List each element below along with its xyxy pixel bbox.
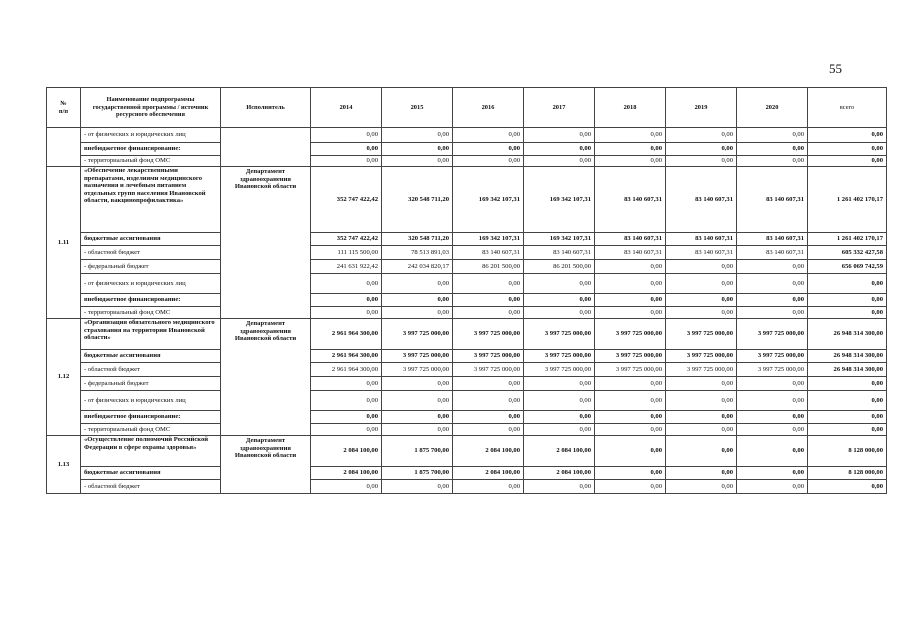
year-value-cell: 3 997 725 000,00 bbox=[382, 319, 453, 350]
year-value-cell: 169 342 107,31 bbox=[453, 167, 524, 233]
year-value-cell: 352 747 422,42 bbox=[311, 233, 382, 246]
year-value-cell: 0,00 bbox=[737, 128, 808, 143]
year-value-cell: 169 342 107,31 bbox=[524, 167, 595, 233]
year-value-cell: 83 140 607,31 bbox=[453, 246, 524, 260]
year-value-cell: 0,00 bbox=[382, 143, 453, 156]
year-value-cell: 0,00 bbox=[595, 274, 666, 294]
header-executor: Исполнитель bbox=[221, 88, 311, 128]
total-value-cell: 656 069 742,59 bbox=[808, 260, 887, 274]
year-value-cell: 3 997 725 000,00 bbox=[595, 319, 666, 350]
year-value-cell: 0,00 bbox=[666, 294, 737, 307]
year-value-cell: 0,00 bbox=[453, 294, 524, 307]
table-header-row bbox=[47, 88, 887, 128]
table-row bbox=[47, 307, 887, 319]
header-year: 2017 bbox=[524, 88, 595, 128]
year-value-cell: 0,00 bbox=[666, 377, 737, 391]
year-value-cell: 83 140 607,31 bbox=[737, 246, 808, 260]
year-value-cell: 0,00 bbox=[453, 411, 524, 424]
year-value-cell: 0,00 bbox=[311, 377, 382, 391]
table-row bbox=[47, 233, 887, 246]
year-value-cell: 0,00 bbox=[595, 294, 666, 307]
year-value-cell: 0,00 bbox=[524, 411, 595, 424]
source-label: - областной бюджет bbox=[81, 480, 221, 494]
total-value-cell: 26 948 314 300,00 bbox=[808, 363, 887, 377]
year-value-cell: 0,00 bbox=[595, 391, 666, 411]
total-value-cell: 0,00 bbox=[808, 411, 887, 424]
table-row bbox=[47, 411, 887, 424]
year-value-cell: 86 201 500,00 bbox=[453, 260, 524, 274]
year-value-cell: 86 201 500,00 bbox=[524, 260, 595, 274]
year-value-cell: 0,00 bbox=[311, 156, 382, 167]
source-label: бюджетные ассигнования bbox=[81, 350, 221, 363]
year-value-cell: 0,00 bbox=[382, 424, 453, 436]
year-value-cell: 0,00 bbox=[666, 391, 737, 411]
section-title-row bbox=[47, 167, 887, 233]
year-value-cell: 2 084 100,00 bbox=[524, 467, 595, 480]
year-value-cell: 0,00 bbox=[666, 260, 737, 274]
year-value-cell: 0,00 bbox=[453, 424, 524, 436]
year-value-cell: 0,00 bbox=[666, 143, 737, 156]
header-total: всего bbox=[808, 88, 887, 128]
year-value-cell: 3 997 725 000,00 bbox=[382, 350, 453, 363]
total-value-cell: 0,00 bbox=[808, 480, 887, 494]
year-value-cell: 0,00 bbox=[737, 467, 808, 480]
year-value-cell: 0,00 bbox=[524, 128, 595, 143]
year-value-cell: 2 084 100,00 bbox=[453, 436, 524, 467]
table-row bbox=[47, 294, 887, 307]
source-label: - от физических и юридических лиц bbox=[81, 274, 221, 294]
section-title: «Осуществление полномочий Российской Федерации в сфере охраны здоровья» bbox=[81, 436, 221, 467]
table-row bbox=[47, 260, 887, 274]
section-title: «Организация обязательного медицинского страхования на территории Ивановской области» bbox=[81, 319, 221, 350]
year-value-cell: 0,00 bbox=[737, 274, 808, 294]
year-value-cell: 0,00 bbox=[524, 424, 595, 436]
year-value-cell: 83 140 607,31 bbox=[595, 246, 666, 260]
year-value-cell: 0,00 bbox=[524, 156, 595, 167]
year-value-cell: 111 115 500,00 bbox=[311, 246, 382, 260]
source-label: внебюджетное финансирование: bbox=[81, 143, 221, 156]
table-row bbox=[47, 391, 887, 411]
table-row bbox=[47, 156, 887, 167]
year-value-cell: 0,00 bbox=[737, 377, 808, 391]
year-value-cell: 320 548 711,20 bbox=[382, 233, 453, 246]
executor-cell: Департамент здравоохранения Ивановской области bbox=[221, 319, 311, 436]
source-label: бюджетные ассигнования bbox=[81, 233, 221, 246]
year-value-cell: 3 997 725 000,00 bbox=[453, 319, 524, 350]
header-year: 2019 bbox=[666, 88, 737, 128]
year-value-cell: 83 140 607,31 bbox=[666, 167, 737, 233]
year-value-cell: 0,00 bbox=[595, 156, 666, 167]
source-label: бюджетные ассигнования bbox=[81, 467, 221, 480]
year-value-cell: 3 997 725 000,00 bbox=[737, 363, 808, 377]
total-value-cell: 0,00 bbox=[808, 307, 887, 319]
year-value-cell: 0,00 bbox=[666, 436, 737, 467]
year-value-cell: 169 342 107,31 bbox=[524, 233, 595, 246]
year-value-cell: 0,00 bbox=[382, 411, 453, 424]
executor-cell bbox=[221, 128, 311, 167]
year-value-cell: 2 961 964 300,00 bbox=[311, 350, 382, 363]
header-year: 2018 bbox=[595, 88, 666, 128]
year-value-cell: 0,00 bbox=[666, 156, 737, 167]
section-title-row bbox=[47, 319, 887, 350]
table-row bbox=[47, 143, 887, 156]
header-year: 2020 bbox=[737, 88, 808, 128]
year-value-cell: 0,00 bbox=[666, 128, 737, 143]
year-value-cell: 0,00 bbox=[524, 391, 595, 411]
year-value-cell: 3 997 725 000,00 bbox=[382, 363, 453, 377]
year-value-cell: 0,00 bbox=[453, 377, 524, 391]
total-value-cell: 8 128 000,00 bbox=[808, 436, 887, 467]
header-year: 2016 bbox=[453, 88, 524, 128]
table-row bbox=[47, 467, 887, 480]
year-value-cell: 352 747 422,42 bbox=[311, 167, 382, 233]
year-value-cell: 3 997 725 000,00 bbox=[666, 350, 737, 363]
year-value-cell: 0,00 bbox=[311, 128, 382, 143]
table-row bbox=[47, 363, 887, 377]
total-value-cell: 8 128 000,00 bbox=[808, 467, 887, 480]
year-value-cell: 320 548 711,20 bbox=[382, 167, 453, 233]
year-value-cell: 0,00 bbox=[311, 307, 382, 319]
total-value-cell: 0,00 bbox=[808, 143, 887, 156]
year-value-cell: 3 997 725 000,00 bbox=[453, 363, 524, 377]
year-value-cell: 0,00 bbox=[453, 143, 524, 156]
year-value-cell: 169 342 107,31 bbox=[453, 233, 524, 246]
year-value-cell: 0,00 bbox=[382, 274, 453, 294]
year-value-cell: 0,00 bbox=[453, 307, 524, 319]
table-row bbox=[47, 350, 887, 363]
year-value-cell: 242 034 820,17 bbox=[382, 260, 453, 274]
year-value-cell: 0,00 bbox=[666, 411, 737, 424]
year-value-cell: 0,00 bbox=[382, 480, 453, 494]
year-value-cell: 0,00 bbox=[453, 391, 524, 411]
year-value-cell: 0,00 bbox=[524, 480, 595, 494]
year-value-cell: 0,00 bbox=[737, 143, 808, 156]
section-title: «Обеспечение лекарственными препаратами, изделиями медицинского назначения и лечебным питанием отдельных групп населения Ивановской области, вакцинопрофилактика» bbox=[81, 167, 221, 233]
year-value-cell: 0,00 bbox=[737, 411, 808, 424]
year-value-cell: 0,00 bbox=[666, 467, 737, 480]
year-value-cell: 0,00 bbox=[595, 377, 666, 391]
total-value-cell: 0,00 bbox=[808, 294, 887, 307]
year-value-cell: 0,00 bbox=[382, 156, 453, 167]
year-value-cell: 3 997 725 000,00 bbox=[524, 319, 595, 350]
total-value-cell: 0,00 bbox=[808, 274, 887, 294]
executor-cell: Департамент здравоохранения Ивановской области bbox=[221, 436, 311, 494]
source-label: - территориальный фонд ОМС bbox=[81, 424, 221, 436]
total-value-cell: 26 948 314 300,00 bbox=[808, 319, 887, 350]
source-label: внебюджетное финансирование: bbox=[81, 411, 221, 424]
year-value-cell: 241 631 922,42 bbox=[311, 260, 382, 274]
year-value-cell: 0,00 bbox=[737, 307, 808, 319]
table-row bbox=[47, 274, 887, 294]
year-value-cell: 0,00 bbox=[382, 128, 453, 143]
year-value-cell: 0,00 bbox=[737, 156, 808, 167]
year-value-cell: 1 875 700,00 bbox=[382, 436, 453, 467]
total-value-cell: 605 332 427,58 bbox=[808, 246, 887, 260]
year-value-cell: 0,00 bbox=[737, 391, 808, 411]
total-value-cell: 1 261 402 170,17 bbox=[808, 233, 887, 246]
year-value-cell: 2 961 964 300,00 bbox=[311, 363, 382, 377]
year-value-cell: 0,00 bbox=[453, 156, 524, 167]
year-value-cell: 3 997 725 000,00 bbox=[595, 350, 666, 363]
year-value-cell: 0,00 bbox=[453, 480, 524, 494]
year-value-cell: 0,00 bbox=[382, 391, 453, 411]
total-value-cell: 26 948 314 300,00 bbox=[808, 350, 887, 363]
year-value-cell: 0,00 bbox=[595, 480, 666, 494]
year-value-cell: 83 140 607,31 bbox=[737, 167, 808, 233]
year-value-cell: 0,00 bbox=[595, 467, 666, 480]
row-number-cell bbox=[47, 128, 81, 167]
year-value-cell: 0,00 bbox=[453, 274, 524, 294]
year-value-cell: 0,00 bbox=[311, 480, 382, 494]
year-value-cell: 0,00 bbox=[666, 480, 737, 494]
year-value-cell: 0,00 bbox=[382, 307, 453, 319]
year-value-cell: 0,00 bbox=[737, 424, 808, 436]
year-value-cell: 83 140 607,31 bbox=[737, 233, 808, 246]
total-value-cell: 0,00 bbox=[808, 424, 887, 436]
table-row bbox=[47, 480, 887, 494]
year-value-cell: 2 084 100,00 bbox=[311, 436, 382, 467]
source-label: - территориальный фонд ОМС bbox=[81, 156, 221, 167]
source-label: - федеральный бюджет bbox=[81, 377, 221, 391]
year-value-cell: 0,00 bbox=[311, 411, 382, 424]
year-value-cell: 0,00 bbox=[737, 436, 808, 467]
total-value-cell: 0,00 bbox=[808, 377, 887, 391]
section-number: 1.11 bbox=[47, 167, 81, 319]
source-label: - территориальный фонд ОМС bbox=[81, 307, 221, 319]
year-value-cell: 3 997 725 000,00 bbox=[737, 319, 808, 350]
year-value-cell: 0,00 bbox=[737, 260, 808, 274]
funding-table bbox=[46, 87, 887, 494]
year-value-cell: 0,00 bbox=[382, 377, 453, 391]
year-value-cell: 2 961 964 300,00 bbox=[311, 319, 382, 350]
year-value-cell: 1 875 700,00 bbox=[382, 467, 453, 480]
year-value-cell: 0,00 bbox=[595, 260, 666, 274]
table-row bbox=[47, 424, 887, 436]
year-value-cell: 83 140 607,31 bbox=[666, 233, 737, 246]
year-value-cell: 0,00 bbox=[311, 424, 382, 436]
year-value-cell: 0,00 bbox=[524, 294, 595, 307]
year-value-cell: 0,00 bbox=[382, 294, 453, 307]
year-value-cell: 0,00 bbox=[311, 143, 382, 156]
year-value-cell: 0,00 bbox=[595, 143, 666, 156]
year-value-cell: 0,00 bbox=[311, 294, 382, 307]
header-year: 2014 bbox=[311, 88, 382, 128]
year-value-cell: 0,00 bbox=[595, 436, 666, 467]
section-number: 1.13 bbox=[47, 436, 81, 494]
year-value-cell: 3 997 725 000,00 bbox=[595, 363, 666, 377]
year-value-cell: 0,00 bbox=[666, 274, 737, 294]
total-value-cell: 0,00 bbox=[808, 156, 887, 167]
year-value-cell: 3 997 725 000,00 bbox=[524, 363, 595, 377]
year-value-cell: 0,00 bbox=[666, 424, 737, 436]
section-title-row bbox=[47, 436, 887, 467]
table-row bbox=[47, 246, 887, 260]
year-value-cell: 78 513 891,03 bbox=[382, 246, 453, 260]
year-value-cell: 0,00 bbox=[595, 411, 666, 424]
source-label: - федеральный бюджет bbox=[81, 260, 221, 274]
section-number: 1.12 bbox=[47, 319, 81, 436]
total-value-cell: 0,00 bbox=[808, 391, 887, 411]
table-row bbox=[47, 377, 887, 391]
page-number: 55 bbox=[829, 61, 842, 76]
year-value-cell: 0,00 bbox=[524, 274, 595, 294]
header-year: 2015 bbox=[382, 88, 453, 128]
year-value-cell: 0,00 bbox=[311, 391, 382, 411]
year-value-cell: 0,00 bbox=[524, 377, 595, 391]
year-value-cell: 0,00 bbox=[737, 480, 808, 494]
source-label: - от физических и юридических лиц bbox=[81, 128, 221, 143]
year-value-cell: 3 997 725 000,00 bbox=[666, 363, 737, 377]
year-value-cell: 2 084 100,00 bbox=[453, 467, 524, 480]
year-value-cell: 83 140 607,31 bbox=[666, 246, 737, 260]
executor-cell: Департамент здравоохранения Ивановской области bbox=[221, 167, 311, 319]
year-value-cell: 3 997 725 000,00 bbox=[666, 319, 737, 350]
year-value-cell: 3 997 725 000,00 bbox=[737, 350, 808, 363]
year-value-cell: 0,00 bbox=[311, 274, 382, 294]
year-value-cell: 0,00 bbox=[737, 294, 808, 307]
year-value-cell: 0,00 bbox=[595, 307, 666, 319]
header-name: Наименование подпрограммы государственной программы / источник ресурсного обеспечения bbox=[81, 88, 221, 128]
year-value-cell: 0,00 bbox=[595, 424, 666, 436]
year-value-cell: 0,00 bbox=[666, 307, 737, 319]
header-no: № п/п bbox=[47, 88, 81, 128]
source-label: - областной бюджет bbox=[81, 246, 221, 260]
table-row bbox=[47, 128, 887, 143]
year-value-cell: 0,00 bbox=[453, 128, 524, 143]
year-value-cell: 0,00 bbox=[524, 307, 595, 319]
year-value-cell: 0,00 bbox=[524, 143, 595, 156]
total-value-cell: 0,00 bbox=[808, 128, 887, 143]
year-value-cell: 83 140 607,31 bbox=[524, 246, 595, 260]
year-value-cell: 83 140 607,31 bbox=[595, 233, 666, 246]
source-label: - областной бюджет bbox=[81, 363, 221, 377]
table-body bbox=[47, 128, 887, 494]
total-value-cell: 1 261 402 170,17 bbox=[808, 167, 887, 233]
year-value-cell: 2 084 100,00 bbox=[524, 436, 595, 467]
year-value-cell: 2 084 100,00 bbox=[311, 467, 382, 480]
year-value-cell: 3 997 725 000,00 bbox=[453, 350, 524, 363]
year-value-cell: 0,00 bbox=[595, 128, 666, 143]
year-value-cell: 83 140 607,31 bbox=[595, 167, 666, 233]
source-label: внебюджетное финансирование: bbox=[81, 294, 221, 307]
source-label: - от физических и юридических лиц bbox=[81, 391, 221, 411]
year-value-cell: 3 997 725 000,00 bbox=[524, 350, 595, 363]
